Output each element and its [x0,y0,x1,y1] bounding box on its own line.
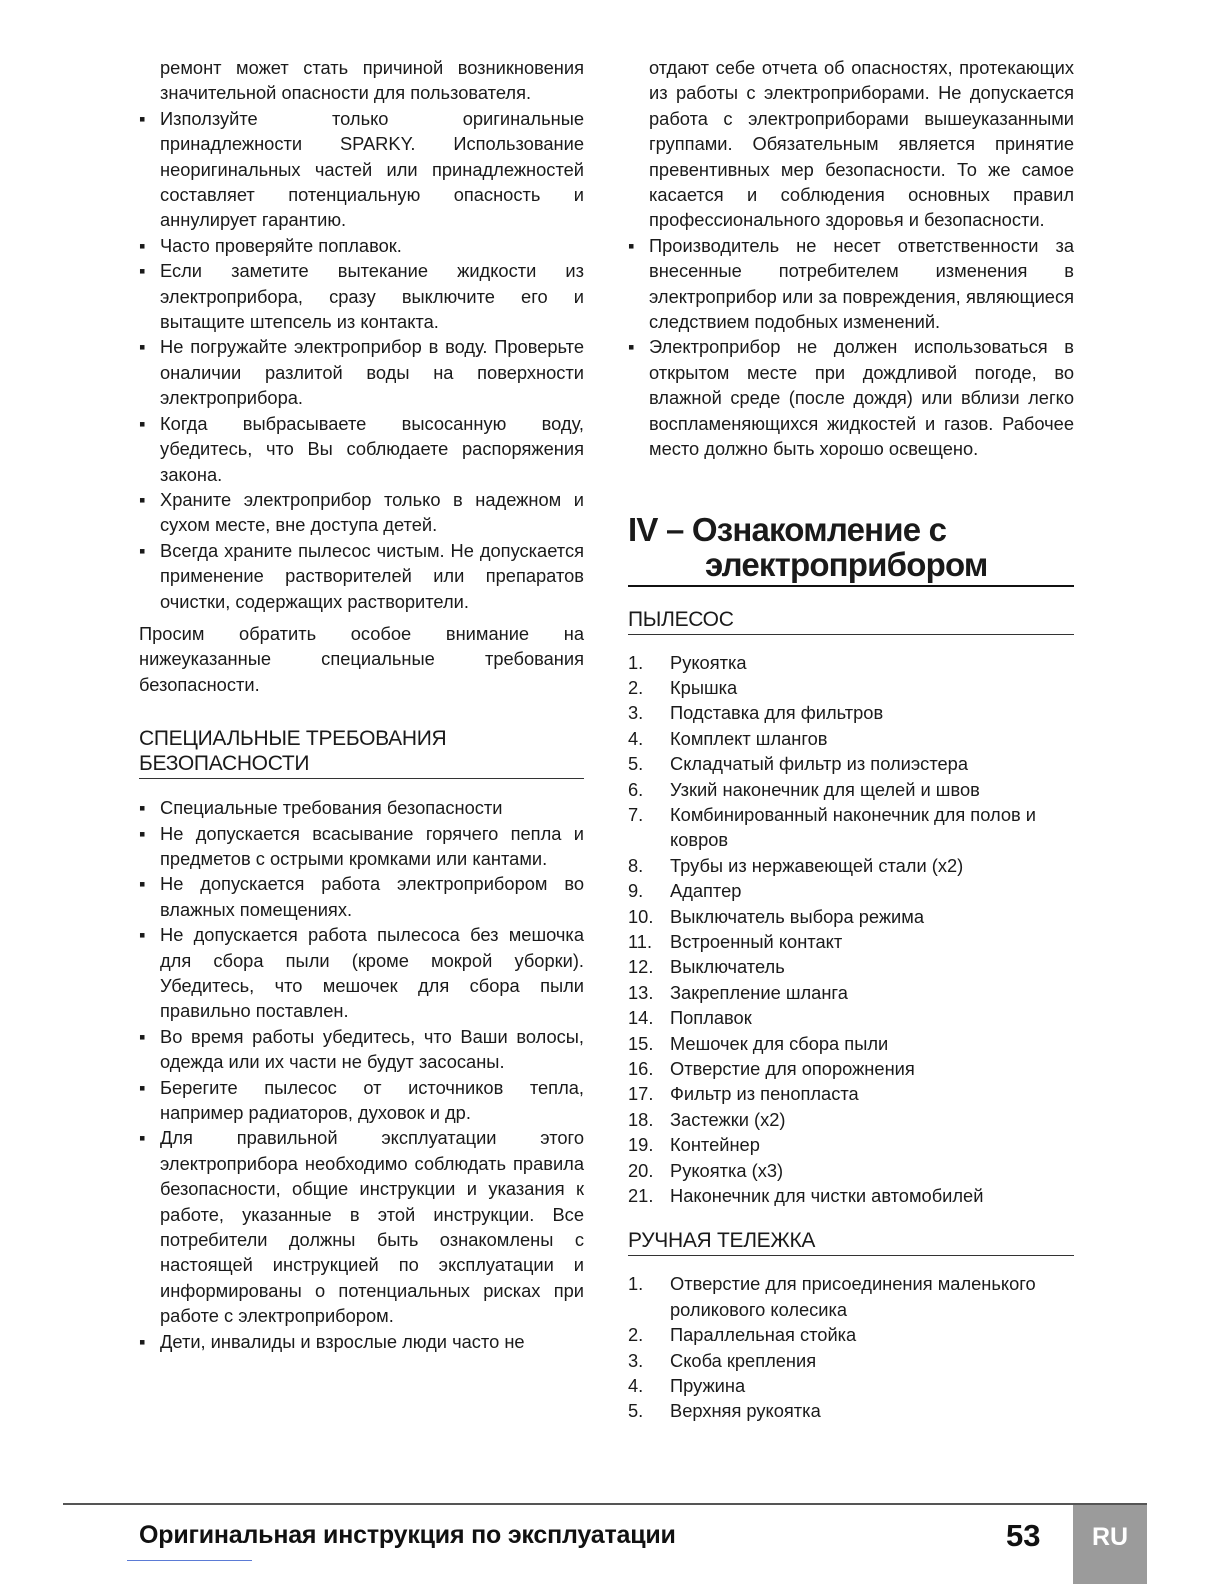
list-item: ▪ Не допускается работа пылесоса без мешочка для сбора пыли (кроме мокрой уборки). Убедитесь, что мешочек для сбора пыли правильно поставлен. [139,924,584,1022]
item-number: 10. [628,905,654,927]
chapter-title [628,512,1074,587]
item-text: Отверстие для присоединения маленького роликового колесика [670,1273,1036,1320]
item-text: Выключатель выбора режима [670,905,925,927]
item-number: 2. [628,1324,644,1346]
list-item [628,1056,1074,1081]
right-column [628,55,1074,1424]
list-item [628,1322,1074,1347]
list-item [628,1031,1074,1056]
bullet-icon: ▪ [628,336,635,358]
list-item [628,1132,1074,1157]
item-number: 9. [628,880,644,902]
bullet-icon: ▪ [139,260,146,282]
item-text: Закрепление шланга [670,981,848,1003]
list-item: ▪ Когда выбрасываете высосанную воду, убедитесь, что Вы соблюдаете распоряжения закона. [139,412,584,485]
list-item: ▪ Электроприбор не должен использоваться в открытом месте при дождливой погоде, во влажной среде (после дождя) или вблизи легко воспламеняющихся жидкостей и газов. Рабочее место должно быть хорошо освещено. [628,336,1074,460]
bullet-icon: ▪ [139,412,146,434]
list-item [628,1107,1074,1132]
page-number: 53 [1006,1518,1041,1553]
footer-title: Оригинальная инструкция по эксплуатации [139,1521,676,1549]
bullet-icon: ▪ [139,1127,146,1149]
bullet-icon: ▪ [139,234,146,256]
list-item [628,802,1074,853]
list-item: ▪ Храните электроприбор только в надежном и сухом месте, вне доступа детей. [139,488,584,536]
list-item: ▪ Дети, инвалиды и взрослые люди часто не [139,1329,584,1354]
bullet-icon: ▪ [139,1025,146,1047]
item-text: Выключатель [670,956,785,978]
special-bullet-list [139,795,584,1354]
bullet-icon: ▪ [139,1076,146,1098]
bullet-icon: ▪ [139,822,146,844]
bullet-icon: ▪ [139,488,146,510]
chapter-title-line2: электроприбором [705,545,988,583]
item-number: 20. [628,1159,654,1181]
item-text: Подставка для фильтров [670,702,884,724]
list-item [628,929,1074,954]
list-item: ▪ Берегите пылесос от источников тепла, например радиаторов, духовок и др. [139,1076,584,1124]
list-item: ▪ Часто проверяйте поплавок. [139,233,584,258]
special-requirements-heading: СПЕЦИАЛЬНЫЕ ТРЕБОВАНИЯ БЕЗОПАСНОСТИ [139,726,584,779]
list-item [628,980,1074,1005]
left-column [139,55,584,1354]
item-text: Поплавок [670,1007,752,1029]
list-item [628,1081,1074,1106]
list-item [628,1348,1074,1373]
bullet-icon: ▪ [139,336,146,358]
list-item: ▪ Если заметите вытекание жидкости из электроприбора, сразу выключите его и вытащите штепсель из контакта. [139,260,584,333]
item-number: 21. [628,1185,654,1207]
language-code: RU [1091,1523,1129,1551]
item-text: Фильтр из пенопласта [670,1083,859,1105]
item-text: Трубы из нержавеющей стали (x2) [670,854,964,876]
list-item [628,878,1074,903]
item-text: Мешочек для сбора пыли [670,1032,889,1054]
item-text: Скоба крепления [670,1349,817,1371]
list-item: ▪ Не допускается работа электроприбором во влажных помещениях. [139,873,584,920]
footer-underline [127,1560,252,1561]
left-continued-text: ремонт может стать причиной возникновения значительной опасности для пользователя. [160,57,584,104]
safety-bullet-list [139,106,584,614]
item-text: Комбинированный наконечник для полов и ковров [670,803,1037,851]
cart-heading: РУЧНАЯ ТЕЛЕЖКА [628,1228,1074,1256]
list-item [628,904,1074,929]
cart-parts-list [628,1271,1074,1423]
item-number: 14. [628,1007,654,1029]
list-item: ▪ Не допускается всасывание горячего пепла и предметов с острыми кромками или кантами. [139,822,584,869]
item-number: 18. [628,1108,654,1130]
bullet-icon: ▪ [628,234,635,256]
item-number: 11. [628,930,653,952]
bullet-icon: ▪ [139,107,146,129]
vacuum-heading: ПЫЛЕСОС [628,607,1074,635]
list-item [628,1271,1074,1322]
item-number: 4. [628,727,644,749]
list-item [628,777,1074,802]
item-number: 8. [628,854,644,876]
language-tab [1073,1505,1147,1584]
vacuum-parts-list [628,650,1074,1209]
item-text: Адаптер [670,880,742,902]
list-item: ▪ Използуйте только оригинальные принадлежности SPARKY. Использование неоригинальных частей или принадлежностей составляет потенциальную опасность и аннулирует гарантию. [139,107,584,231]
item-number: 3. [628,702,644,724]
list-item: ▪ Не погружайте электроприбор в воду. Проверьте оналичии разлитой воды на поверхности электроприбора. [139,336,584,409]
item-number: 1. [628,1273,644,1295]
list-item [628,1183,1074,1208]
list-item [628,726,1074,751]
notice-paragraph: Просим обратить особое внимание на нижеуказанные специальные требования безопасности. [139,622,584,695]
list-item [628,1373,1074,1398]
right-continued-text: отдают себе отчета об опасностях, протекающих из работы с электроприборами. Не допускается работа с электроприборами вышеуказанными группами. Обязательным является принятие превентивных мер безопасности. То же самое касается и соблюдения основных правил профессионального здоровья и безопасности. [649,57,1074,231]
bullet-icon: ▪ [139,873,146,895]
item-text: Контейнер [670,1134,760,1156]
chapter-title-line1: IV – Ознакомление с [628,510,947,548]
list-item: ▪ Для правильной эксплуатации этого электроприбора необходимо соблюдать правила безопасности, общие инструкции и указания к работе, указанные в этой инструкции. Все потребители должны быть ознакомлены с настоящей инструкцией по эксплуатации и информированы о потенциальных рисках при работе с электроприбором. [139,1127,584,1327]
list-item [628,1398,1074,1423]
item-number: 6. [628,778,644,800]
item-text: Складчатый фильтр из полиэстера [670,753,968,775]
list-item: ▪ Во время работы убедитесь, что Ваши волосы, одежда или их части не будут засосаны. [139,1025,584,1073]
list-item [628,650,1074,675]
list-item [628,700,1074,725]
item-number: 17. [628,1083,654,1105]
item-text: Параллельная стойка [670,1324,857,1346]
list-item [628,675,1074,700]
bullet-icon: ▪ [139,924,146,946]
item-number: 7. [628,803,644,825]
item-number: 1. [628,651,644,673]
item-text: Верхняя рукоятка [670,1400,821,1422]
liability-bullet-list [628,233,1074,462]
list-item [628,1005,1074,1030]
bullet-icon: ▪ [139,797,146,819]
bullet-icon: ▪ [139,1330,146,1352]
list-item [628,954,1074,979]
item-text: Наконечник для чистки автомобилей [670,1185,984,1207]
item-number: 13. [628,981,654,1003]
list-item: ▪ Производитель не несет ответственности за внесенные потребителем изменения в электроприбор или за повреждения, являющиеся следствием подобных изменений. [628,234,1074,333]
bullet-icon: ▪ [139,539,146,561]
item-number: 5. [628,753,644,775]
footer-divider [63,1503,1147,1505]
item-number: 12. [628,956,654,978]
item-text: Крышка [670,676,738,698]
item-text: Рукоятка [670,651,747,673]
item-number: 5. [628,1400,644,1422]
item-text: Отверстие для опорожнения [670,1058,915,1079]
item-number: 19. [628,1134,654,1156]
item-number: 3. [628,1349,644,1371]
list-item [628,853,1074,878]
item-text: Пружина [670,1375,746,1397]
list-item: ▪ Специальные требования безопасности [139,795,584,820]
item-text: Встроенный контакт [670,930,843,952]
item-text: Рукоятка (x3) [670,1159,784,1181]
item-text: Застежки (x2) [670,1108,786,1130]
list-item [628,751,1074,776]
item-number: 15. [628,1032,654,1054]
item-number: 2. [628,676,644,698]
item-text: Комплект шлангов [670,727,828,749]
list-item [628,1158,1074,1183]
item-text: Узкий наконечник для щелей и швов [670,778,980,800]
list-item: ▪ Всегда храните пылесос чистым. Не допускается применение растворителей или препаратов очистки, содержащих растворители. [139,539,584,612]
item-number: 16. [628,1058,654,1079]
item-number: 4. [628,1375,644,1397]
